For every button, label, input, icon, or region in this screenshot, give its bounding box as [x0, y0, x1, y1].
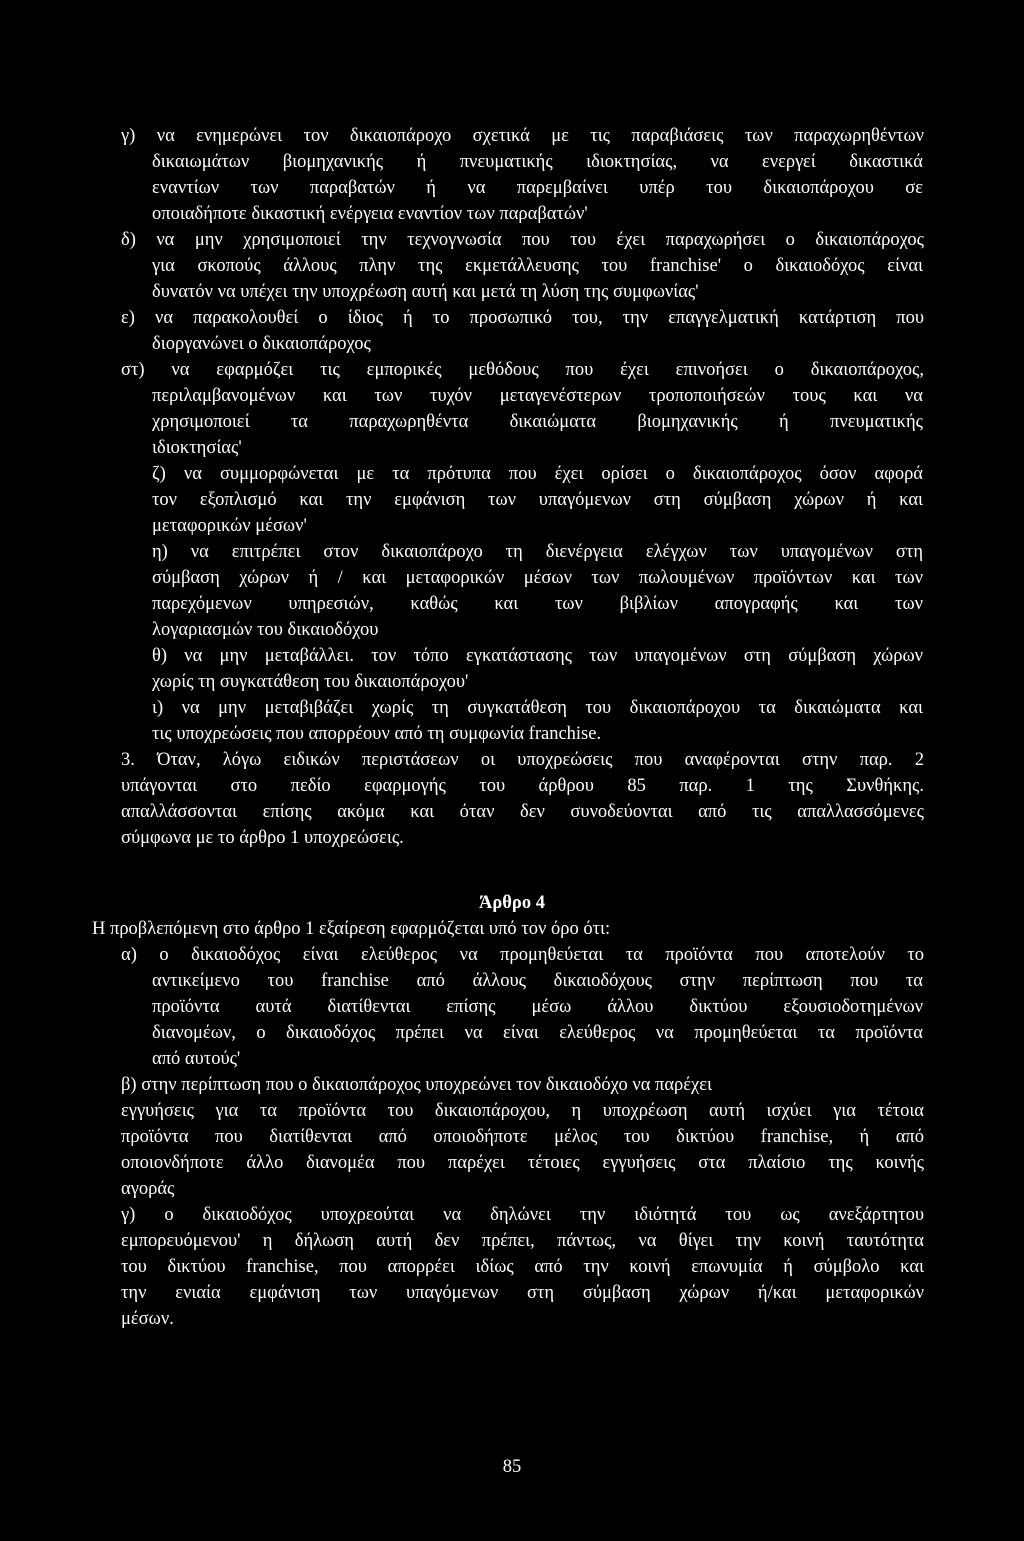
text-line: ζ) να συμμορφώνεται με τα πρότυπα που έχει ορίσει ο δικαιοπάροχος όσον αφορά	[152, 464, 923, 484]
text-line: εναντίων των παραβατών ή να παρεμβαίνει υπέρ του δικαιοπάροχου σε	[152, 178, 923, 198]
text-line: αντικείμενο του franchise από άλλους δικαιοδόχους στην περίπτωση που τα	[152, 971, 923, 991]
text-line: εγγυήσεις για τα προϊόντα του δικαιοπάροχου, η υποχρέωση αυτή ισχύει για τέτοια	[121, 1101, 924, 1121]
text-line: 3. Όταν, λόγω ειδικών περιστάσεων οι υποχρεώσεις που αναφέρονται στην παρ. 2	[121, 750, 924, 770]
text-line: θ) να μην μεταβάλλει. τον τόπο εγκατάστασης των υπαγομένων στη σύμβαση χώρων	[152, 646, 923, 666]
text-line: ιδιοκτησίας'	[152, 438, 242, 458]
text-line: για σκοπούς άλλους πλην της εκμετάλλευσης του franchise' ο δικαιοδόχος είναι	[152, 256, 923, 276]
text-line: α) ο δικαιοδόχος είναι ελεύθερος να προμηθεύεται τα προϊόντα που αποτελούν το	[121, 945, 924, 965]
text-line: διανομέων, ο δικαιοδόχος πρέπει να είναι ελεύθερος να προμηθεύεται τα προϊόντα	[152, 1023, 923, 1043]
text-line: Η προβλεπόμενη στο άρθρο 1 εξαίρεση εφαρμόζεται υπό τον όρο ότι:	[92, 919, 611, 939]
text-line: περιλαμβανομένων και των τυχόν μεταγενέστερων τροποποιήσεών τους και να	[152, 386, 923, 406]
text-line: υπάγονται στο πεδίο εφαρμογής του άρθρου 85 παρ. 1 της Συνθήκης.	[121, 776, 924, 796]
text-line: οποιαδήποτε δικαστική ενέργεια εναντίον των παραβατών'	[152, 204, 588, 224]
text-line: δυνατόν να υπέχει την υποχρέωση αυτή και μετά τη λύση της συμφωνίας'	[152, 282, 699, 302]
text-line: του δικτύου franchise, που απορρέει ιδίως από την κοινή επωνυμία ή σύμβολο και	[121, 1257, 924, 1277]
text-line: δικαιωμάτων βιομηχανικής ή πνευματικής ιδιοκτησίας, να ενεργεί δικαστικά	[152, 152, 923, 172]
text-line: σύμβαση χώρων ή / και μεταφορικών μέσων των πωλουμένων προϊόντων και των	[152, 568, 923, 588]
text-line: χωρίς τη συγκατάθεση του δικαιοπάροχου'	[152, 672, 469, 692]
text-line: σύμφωνα με το άρθρο 1 υποχρεώσεις.	[121, 828, 404, 848]
text-line: διοργανώνει ο δικαιοπάροχος	[152, 334, 371, 354]
text-line: απαλλάσσονται επίσης ακόμα και όταν δεν συνοδεύονται από τις απαλλασσόμενες	[121, 802, 924, 822]
text-line: τις υποχρεώσεις που απορρέουν από τη συμφωνία franchise.	[152, 724, 602, 744]
text-line: προϊόντα που διατίθενται από οποιοδήποτε μέλος του δικτύου franchise, ή από	[121, 1127, 924, 1147]
text-line: μεταφορικών μέσων'	[152, 516, 307, 536]
text-line: εμπορευόμενου' η δήλωση αυτή δεν πρέπει, πάντως, να θίγει την κοινή ταυτότητα	[121, 1231, 924, 1251]
text-line: προϊόντα αυτά διατίθενται επίσης μέσω άλλου δικτύου εξουσιοδοτημένων	[152, 997, 923, 1017]
text-line: η) να επιτρέπει στον δικαιοπάροχο τη διενέργεια ελέγχων των υπαγομένων στη	[152, 542, 923, 562]
text-line: β) στην περίπτωση που ο δικαιοπάροχος υποχρεώνει τον δικαιοδόχο να παρέχει	[121, 1075, 712, 1095]
text-line: μέσων.	[121, 1309, 174, 1329]
text-line: στ) να εφαρμόζει τις εμπορικές μεθόδους που έχει επινοήσει ο δικαιοπάροχος,	[121, 360, 924, 380]
text-line: δ) να μην χρησιμοποιεί την τεχνογνωσία που του έχει παραχωρήσει ο δικαιοπάροχος	[121, 230, 924, 250]
text-line: αγοράς	[121, 1179, 175, 1199]
article-heading: Άρθρο 4	[479, 893, 545, 913]
text-line: οποιονδήποτε άλλο διανομέα που παρέχει τέτοιες εγγυήσεις στα πλαίσιο της κοινής	[121, 1153, 924, 1173]
text-line: από αυτούς'	[152, 1049, 241, 1069]
text-line: ι) να μην μεταβιβάζει χωρίς τη συγκατάθεση του δικαιοπάροχου τα δικαιώματα και	[152, 698, 923, 718]
text-line: χρησιμοποιεί τα παραχωρηθέντα δικαιώματα βιομηχανικής ή πνευματικής	[152, 412, 923, 432]
text-line: την ενιαία εμφάνιση των υπαγόμενων στη σύμβαση χώρων ή/και μεταφορικών	[121, 1283, 924, 1303]
text-line: τον εξοπλισμό και την εμφάνιση των υπαγόμενων στη σύμβαση χώρων ή και	[152, 490, 923, 510]
page-number: 85	[502, 1457, 522, 1477]
text-line: παρεχόμενων υπηρεσιών, καθώς και των βιβλίων απογραφής και των	[152, 594, 923, 614]
text-line: λογαριασμών του δικαιοδόχου	[152, 620, 379, 640]
text-line: γ) ο δικαιοδόχος υποχρεούται να δηλώνει την ιδιότητά του ως ανεξάρτητου	[121, 1205, 924, 1225]
text-line: ε) να παρακολουθεί ο ίδιος ή το προσωπικό του, την επαγγελματική κατάρτιση που	[121, 308, 924, 328]
text-line: γ) να ενημερώνει τον δικαιοπάροχο σχετικά με τις παραβιάσεις των παραχωρηθέντων	[121, 126, 924, 146]
